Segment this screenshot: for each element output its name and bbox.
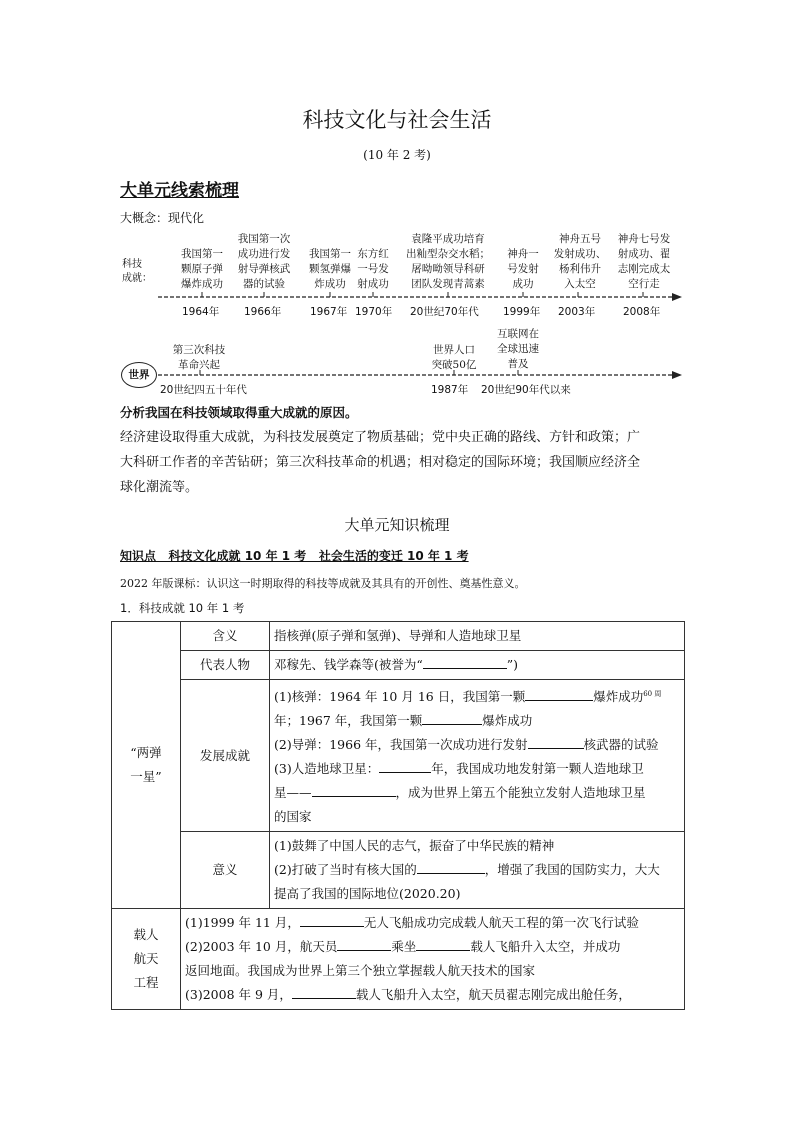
curriculum-standard: 2022 年版课标：认识这一时期取得的科技等成就及其具有的开创性、奠基性意义。 bbox=[120, 577, 526, 590]
label-significance: 意义 bbox=[181, 832, 270, 909]
timeline-year: 1966年 bbox=[244, 306, 282, 318]
label-meaning: 含义 bbox=[181, 622, 270, 651]
world-year: 20世纪90年代以来 bbox=[481, 384, 571, 396]
timeline-event: 我国第一 颗氢弹爆 炸成功 bbox=[309, 248, 351, 290]
timeline-event: 神舟七号发 射成功、翟 志刚完成太 空行走 bbox=[617, 233, 671, 290]
timeline-side-label: 科技 成就： bbox=[122, 259, 152, 284]
timeline-event: 东方红 一号发 射成功 bbox=[357, 248, 389, 290]
timeline-event: 神舟五号 发射成功、 杨利伟升 入太空 bbox=[553, 233, 607, 290]
fill-blank[interactable] bbox=[528, 734, 584, 749]
timeline-year: 20世纪70年代 bbox=[410, 306, 479, 318]
fill-blank[interactable] bbox=[417, 859, 485, 874]
timeline-event: 袁隆平成功培育 出籼型杂交水稻； 屠呦呦领导科研 团队发现青蒿素 bbox=[406, 233, 490, 290]
significance-text: (1)鼓舞了中国人民的志气，振奋了中华民族的精神 (2)打破了当时有核大国的 ，增强了我国的国防实力，大大 提高了我国的国际地位(2020.20) bbox=[270, 832, 685, 909]
world-badge: 世界 bbox=[121, 362, 157, 388]
achievements-table bbox=[111, 621, 685, 1010]
world-event: 互联网在 全球迅速 普及 bbox=[497, 328, 539, 370]
concept-line: 大概念：现代化 bbox=[120, 211, 205, 225]
fill-blank[interactable] bbox=[525, 686, 593, 701]
timeline-year: 1964年 bbox=[182, 306, 220, 318]
meaning-text: 指核弹(原子弹和氢弹)、导弹和人造地球卫星 bbox=[270, 622, 685, 651]
exam-frequency: (10 年 2 考) bbox=[363, 148, 431, 162]
fill-blank[interactable] bbox=[337, 936, 391, 951]
timeline-event: 我国第一次 成功进行发 射导弹核武 器的试验 bbox=[237, 233, 291, 290]
category-two-bombs: “两弹 一星” bbox=[112, 622, 181, 909]
label-achievements: 发展成就 bbox=[181, 680, 270, 832]
timeline-year: 2008年 bbox=[623, 306, 661, 318]
question: 分析我国在科技领域取得重大成就的原因。 bbox=[120, 405, 358, 420]
timeline-axes bbox=[0, 0, 794, 400]
section-heading: 大单元线索梳理 bbox=[120, 181, 239, 201]
spaceflight-text: (1)1999 年 11 月， 无人飞船成功完成载人航天工程的第一次飞行试验 (2)2003 年 10 月，航天员 乘坐 载人飞船升入太空，并成功 返回地面。我国成为世界上第三个独立掌握载人航天技术的国家 (3)2008 年 9 月， 载人飞船升入太空，航天员翟志刚完成出舱任务， bbox=[181, 909, 685, 1010]
achievements-text: (1)核弹：1964 年 10 月 16 日，我国第一颗 爆炸成功$^{60 周}$ 年；1967 年，我国第一颗 爆炸成功 (2)导弹：1966 年，我国第一次成功进行发射 核武器的试验 (3)人造地球卫星： 年，我国成功地发射第一颗人造地球卫 星—— ，成为世界上第五个能独立发射人造地球卫星 的国家 bbox=[270, 680, 685, 832]
timeline-event: 我国第一 颗原子弹 爆炸成功 bbox=[181, 248, 223, 290]
category-manned-spaceflight: 载人 航天 工程 bbox=[112, 909, 181, 1010]
label-representatives: 代表人物 bbox=[181, 651, 270, 680]
knowledge-heading: 大单元知识梳理 bbox=[344, 516, 450, 534]
world-year: 20世纪四五十年代 bbox=[160, 384, 247, 396]
knowledge-point: 知识点 科技文化成就 10 年 1 考 社会生活的变迁 10 年 1 考 bbox=[120, 549, 469, 563]
fill-blank[interactable] bbox=[292, 984, 356, 999]
fill-blank[interactable] bbox=[379, 758, 431, 773]
timeline-year: 1967年 bbox=[310, 306, 348, 318]
timeline-year: 1970年 bbox=[355, 306, 393, 318]
fill-blank[interactable] bbox=[416, 936, 470, 951]
fill-blank[interactable] bbox=[422, 710, 482, 725]
fill-blank[interactable] bbox=[300, 912, 364, 927]
world-event: 第三次科技 革命兴起 bbox=[172, 344, 226, 371]
world-year: 1987年 bbox=[431, 384, 469, 396]
timeline-event: 神舟一 号发射 成功 bbox=[507, 248, 539, 290]
representatives-text: 邓稼先、钱学森等(被誉为“ ”) bbox=[270, 651, 685, 680]
fill-blank[interactable] bbox=[423, 654, 507, 669]
sub-heading: 1．科技成就 10 年 1 考 bbox=[120, 601, 245, 615]
page-title: 科技文化与社会生活 bbox=[302, 108, 492, 132]
timeline-year: 2003年 bbox=[558, 306, 596, 318]
timeline-year: 1999年 bbox=[503, 306, 541, 318]
fill-blank[interactable] bbox=[312, 782, 396, 797]
world-event: 世界人口 突破50亿 bbox=[431, 344, 477, 371]
answer: 经济建设取得重大成就，为科技发展奠定了物质基础；党中央正确的路线、方针和政策；广 大科研工作者的辛苦钻研；第三次科技革命的机遇；相对稳定的国际环境；我国顺应经济全 球化潮流等。 bbox=[120, 430, 641, 495]
